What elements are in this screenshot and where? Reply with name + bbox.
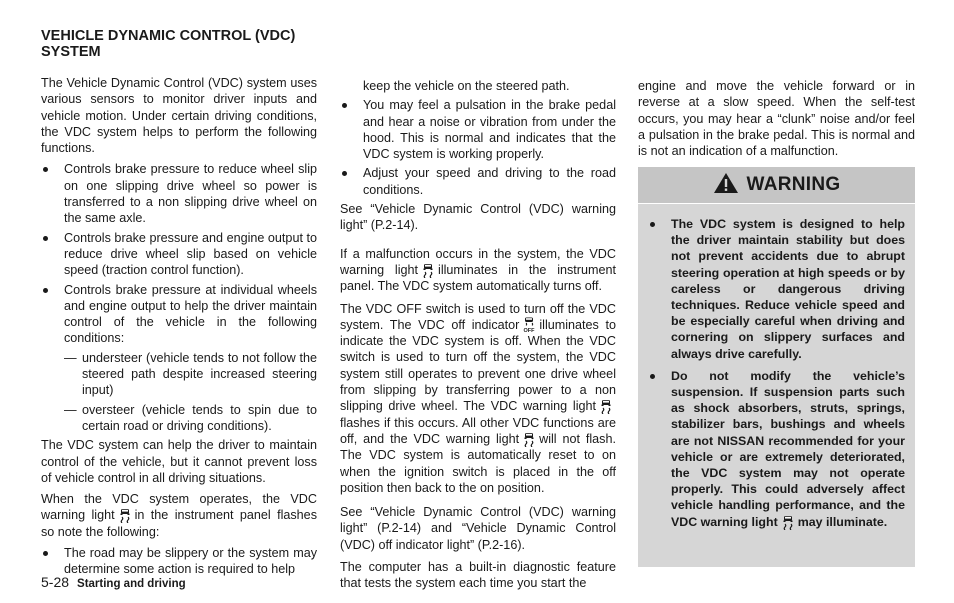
reference-paragraph: See “Vehicle Dynamic Control (VDC) warning light” (P.2-14) and “Vehicle Dynamic Control (VDC) off indicator light” (P.2-16). — [340, 505, 616, 552]
list-item: Controls brake pressure and engine output to reduce drive wheel slip based on vehicle speed (traction control function). — [41, 230, 317, 279]
text-span: illuminates to indicate the VDC system is off. When the VDC switch is used to turn off the system, the VDC system still operates to prevent one drive wheel from slipping by transferring power to a non slipping drive wheel. The VDC warning light — [340, 317, 616, 414]
column-3 — [638, 78, 915, 164]
text-span: If a malfunction occurs in the system, the VDC warning light — [340, 246, 616, 277]
vdc-warning-light-icon — [118, 508, 132, 523]
column-1 — [41, 75, 317, 581]
notes-list-continued — [340, 97, 616, 198]
text-span: Do not modify the vehicle’s suspension. If suspension parts such as shock absorbers, struts, springs, stabilizer bars, bushings and wheels are not NISSAN recommended for your vehicle or are extremely deteriorated, the VDC system may not operate properly. This could adversely affect vehicle handling performance, and the VDC warning light — [671, 368, 905, 529]
column-2 — [340, 78, 616, 597]
text-span: When the VDC system operates, the VDC warning light — [41, 492, 317, 523]
list-item: The VDC system is designed to help the driver maintain stability but does not prevent accidents due to abrupt steering operation at high speeds or by careless or dangerous driving techniques. Reduce vehicle speed and be especially careful when driving and cornering on slippery surfaces and always drive carefully. — [648, 216, 905, 362]
vdc-warning-light-icon — [781, 515, 795, 530]
text-span: The VDC OFF switch is used to turn off the VDC system. The VDC off indicator — [340, 301, 616, 332]
vdc-warning-light-icon — [599, 399, 613, 414]
conditions-list — [41, 350, 317, 434]
list-item: Adjust your speed and driving to the road conditions. — [340, 165, 616, 198]
limitation-paragraph: The VDC system can help the driver to maintain control of the vehicle, but it cannot prevent loss of vehicle control in all driving situations. — [41, 438, 317, 485]
warning-title: WARNING — [746, 174, 841, 195]
list-item: You may feel a pulsation in the brake pedal and hear a noise or vibration from under the hood. This is normal and indicates that the VDC system is working properly. — [340, 97, 616, 162]
functions-list — [41, 161, 317, 346]
intro-paragraph: The Vehicle Dynamic Control (VDC) system uses various sensors to monitor driver inputs and vehicle motion. Under certain driving conditions, the VDC system helps to perform the following functions. — [41, 76, 317, 156]
page-title: VEHICLE DYNAMIC CONTROL (VDC) SYSTEM — [41, 28, 296, 60]
warning-header — [638, 167, 915, 204]
text-span: may illuminate. — [797, 514, 888, 529]
malfunction-paragraph — [340, 246, 616, 295]
reference-paragraph: See “Vehicle Dynamic Control (VDC) warning light” (P.2-14). — [340, 202, 616, 233]
warning-box — [638, 167, 915, 567]
text-span: flashes if this occurs. All other VDC functions are off, and the VDC warning light — [340, 415, 616, 446]
list-item: — oversteer (vehicle tends to spin due to certain road or driving conditions). — [41, 402, 317, 435]
vdc-warning-light-icon — [522, 432, 536, 447]
vdc-off-indicator-icon — [522, 317, 536, 333]
list-item: Controls brake pressure at individual wheels and engine output to help the driver maintain control of the vehicle in the following conditions: — [41, 282, 317, 347]
list-item: Controls brake pressure to reduce wheel slip on one slipping drive wheel so power is transferred to a non slipping drive wheel on the same axle. — [41, 161, 317, 226]
vdc-off-paragraph — [340, 301, 616, 497]
diagnostic-paragraph: The computer has a built-in diagnostic feature that tests the system each time you start the — [340, 560, 616, 591]
list-item: The road may be slippery or the system may determine some action is required to help — [41, 545, 317, 578]
section-name: Starting and driving — [77, 578, 186, 590]
warning-list — [648, 216, 905, 530]
page-footer — [41, 574, 186, 590]
warning-body — [638, 204, 915, 530]
list-item — [648, 368, 905, 530]
vdc-warning-light-icon — [421, 263, 435, 278]
diagnostic-paragraph-continued: engine and move the vehicle forward or in reverse at a slow speed. When the self-test occurs, you may hear a “clunk” noise and/or feel a pulsation in the brake pedal. This is normal and is not an indication of a malfunction. — [638, 79, 915, 159]
list-item: — understeer (vehicle tends to not follow the steered path despite increased steering input) — [41, 350, 317, 399]
operation-paragraph — [41, 491, 317, 540]
vdc-off-label: OFF — [523, 327, 535, 333]
text-span: will not flash. The VDC system is automatically reset to on when the ignition switch is placed in the off position then back to the on position. — [340, 431, 616, 495]
continued-text: keep the vehicle on the steered path. — [363, 79, 570, 93]
page-number: 5-28 — [41, 574, 70, 590]
warning-triangle-icon — [713, 172, 739, 199]
notes-list — [41, 545, 317, 578]
text-span: in the instrument panel flashes so note the following: — [41, 508, 317, 539]
text-span: illuminates in the instrument panel. The VDC system automatically turns off. — [340, 262, 616, 294]
